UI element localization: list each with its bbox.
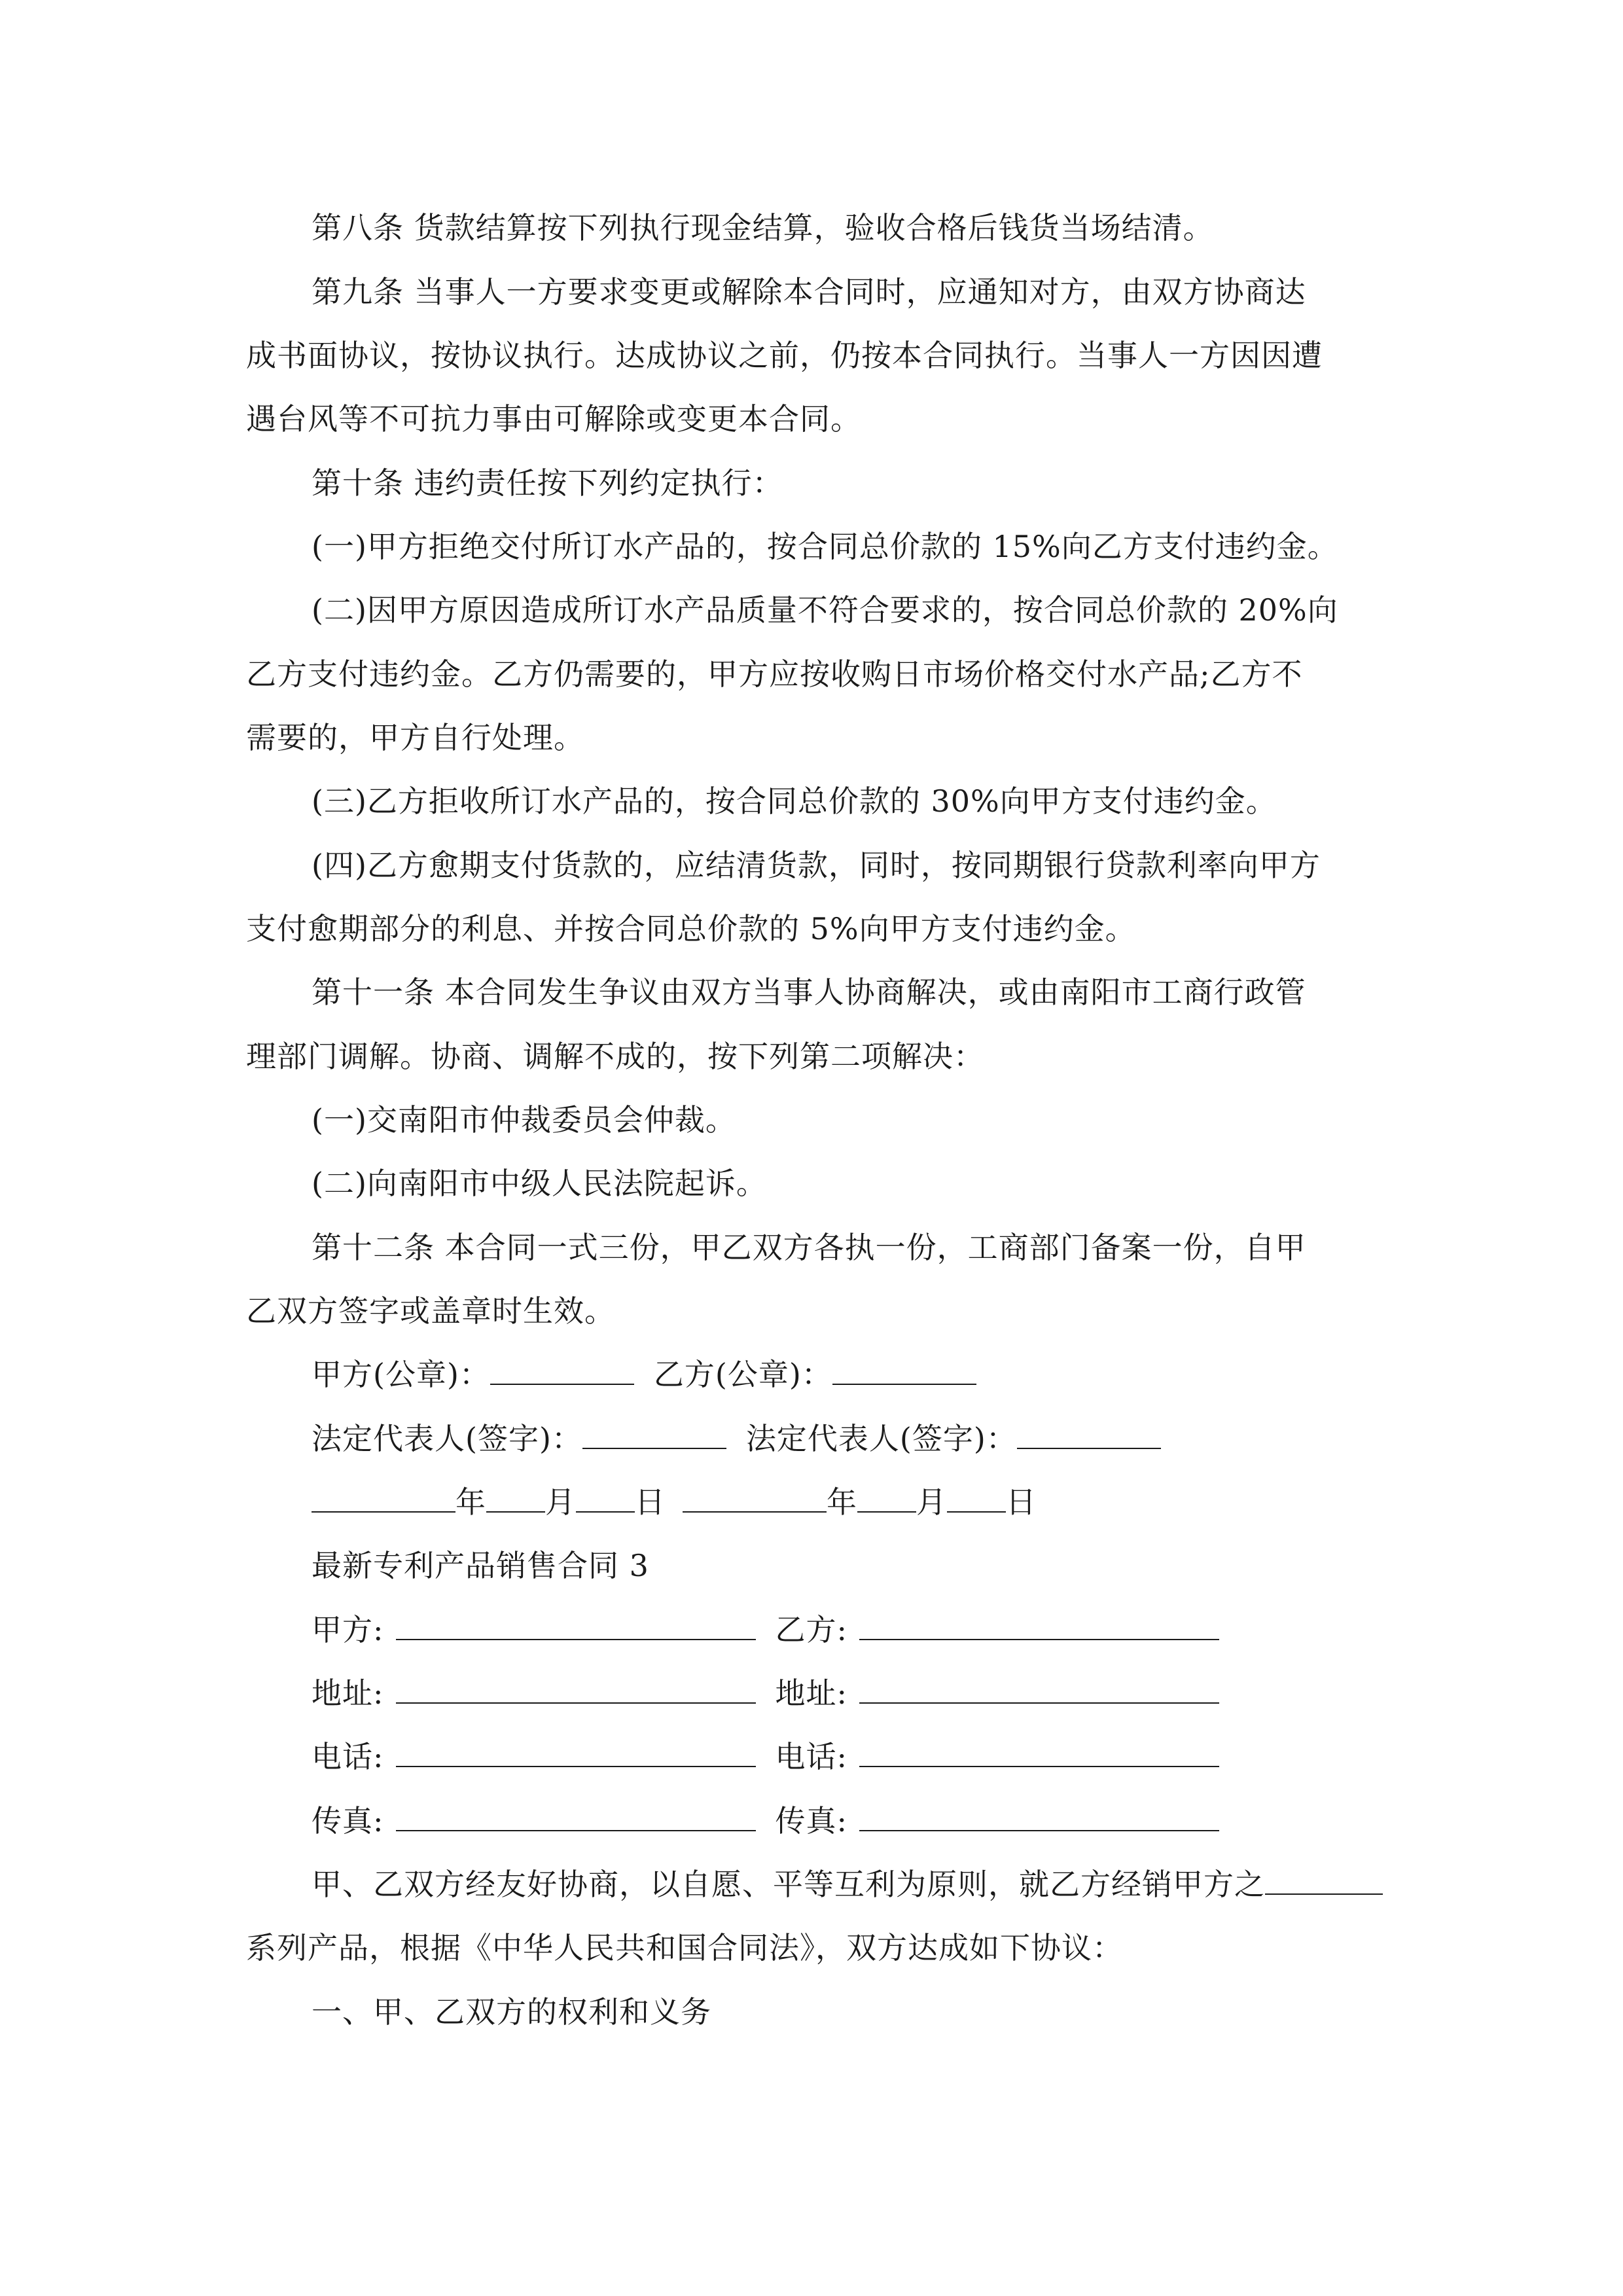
article-9-line-2: 成书面协议，按协议执行。达成协议之前，仍按本合同执行。当事人一方因因遭 (246, 338, 1323, 373)
fax-b-blank[interactable] (859, 1801, 1219, 1831)
fax-row (312, 1801, 1450, 1840)
date-a-year-blank[interactable] (312, 1482, 455, 1513)
day-label: 日 (635, 1484, 666, 1520)
day-label: 日 (1006, 1484, 1037, 1520)
date-b-year-blank[interactable] (683, 1482, 827, 1513)
article-9-line-1: 第九条 当事人一方要求变更或解除本合同时，应通知对方，由双方协商达 (312, 274, 1306, 310)
fax-a-blank[interactable] (396, 1801, 756, 1831)
address-b-label: 地址: (775, 1676, 847, 1711)
contract-3-title: 最新专利产品销售合同 3 (312, 1548, 649, 1583)
phone-a-blank[interactable] (396, 1737, 756, 1767)
article-12-line-1: 第十二条 本合同一式三份，甲乙双方各执一份，工商部门备案一份，自甲 (312, 1230, 1306, 1265)
phone-b-label: 电话: (775, 1739, 847, 1774)
party-a-blank[interactable] (396, 1610, 756, 1640)
intro-line-2: 系列产品，根据《中华人民共和国合同法》，双方达成如下协议： (246, 1930, 1123, 1965)
party-row (312, 1610, 1450, 1649)
article-8: 第八条 货款结算按下列执行现金结算，验收合格后钱货当场结清。 (312, 210, 1214, 245)
year-label: 年 (827, 1484, 857, 1520)
article-10-clause-3: (三)乙方拒收所订水产品的，按合同总价款的 30%向甲方支付违约金。 (312, 783, 1277, 819)
month-label: 月 (545, 1484, 576, 1520)
phone-b-blank[interactable] (859, 1737, 1219, 1767)
rep-a-label: 法定代表人(签字)： (312, 1421, 582, 1456)
product-series-blank[interactable] (1265, 1865, 1383, 1895)
article-10-clause-2-line-2: 乙方支付违约金。乙方仍需要的，甲方应按收购日市场价格交付水产品;乙方不 (246, 656, 1303, 692)
address-row (312, 1674, 1450, 1713)
address-a-label: 地址: (312, 1676, 384, 1711)
intro-line-1 (312, 1865, 1450, 1904)
section-1-heading: 一、甲、乙双方的权利和义务 (312, 1994, 711, 2030)
phone-row (312, 1737, 1450, 1776)
article-12-line-2: 乙双方签字或盖章时生效。 (246, 1293, 615, 1329)
article-10-clause-2-line-3: 需要的，甲方自行处理。 (246, 720, 584, 755)
rep-a-blank[interactable] (582, 1419, 726, 1449)
rep-b-blank[interactable] (1017, 1419, 1161, 1449)
address-b-blank[interactable] (859, 1674, 1219, 1704)
article-9-line-3: 遇台风等不可抗力事由可解除或变更本合同。 (246, 401, 861, 437)
year-label: 年 (455, 1484, 486, 1520)
representative-row (312, 1419, 1450, 1458)
party-b-label: 乙方: (775, 1612, 847, 1647)
article-10-clause-4-line-2: 支付愈期部分的利息、并按合同总价款的 5%向甲方支付违约金。 (246, 911, 1136, 946)
date-row (312, 1482, 1450, 1522)
article-10-clause-4-line-1: (四)乙方愈期支付货款的，应结清货款，同时，按同期银行贷款利率向甲方 (312, 848, 1321, 883)
article-11-line-1: 第十一条 本合同发生争议由双方当事人协商解决，或由南阳市工商行政管 (312, 975, 1306, 1010)
month-label: 月 (916, 1484, 947, 1520)
intro-text-1: 甲、乙双方经友好协商，以自愿、平等互利为原则，就乙方经销甲方之 (312, 1867, 1265, 1902)
party-a-seal-blank[interactable] (490, 1355, 634, 1385)
party-b-seal-label: 乙方(公章)： (653, 1357, 832, 1392)
seal-row (312, 1355, 1450, 1394)
party-a-seal-label: 甲方(公章)： (312, 1357, 490, 1392)
rep-b-label: 法定代表人(签字)： (745, 1421, 1017, 1456)
article-11-line-2: 理部门调解。协商、调解不成的，按下列第二项解决： (246, 1039, 984, 1074)
party-b-seal-blank[interactable] (832, 1355, 976, 1385)
article-10-clause-2-line-1: (二)因甲方原因造成所订水产品质量不符合要求的，按合同总价款的 20%向 (312, 592, 1338, 628)
article-10-heading: 第十条 违约责任按下列约定执行： (312, 465, 783, 501)
article-10-clause-1: (一)甲方拒绝交付所订水产品的，按合同总价款的 15%向乙方支付违约金。 (312, 529, 1338, 564)
date-b-month-blank[interactable] (857, 1482, 916, 1513)
fax-a-label: 传真: (312, 1803, 384, 1839)
party-b-blank[interactable] (859, 1610, 1219, 1640)
phone-a-label: 电话: (312, 1739, 384, 1774)
date-a-day-blank[interactable] (576, 1482, 635, 1513)
fax-b-label: 传真: (775, 1803, 847, 1839)
party-a-label: 甲方: (312, 1612, 384, 1647)
address-a-blank[interactable] (396, 1674, 756, 1704)
article-11-option-1: (一)交南阳市仲裁委员会仲裁。 (312, 1102, 736, 1138)
article-11-option-2: (二)向南阳市中级人民法院起诉。 (312, 1166, 767, 1201)
date-b-day-blank[interactable] (947, 1482, 1006, 1513)
date-a-month-blank[interactable] (486, 1482, 545, 1513)
